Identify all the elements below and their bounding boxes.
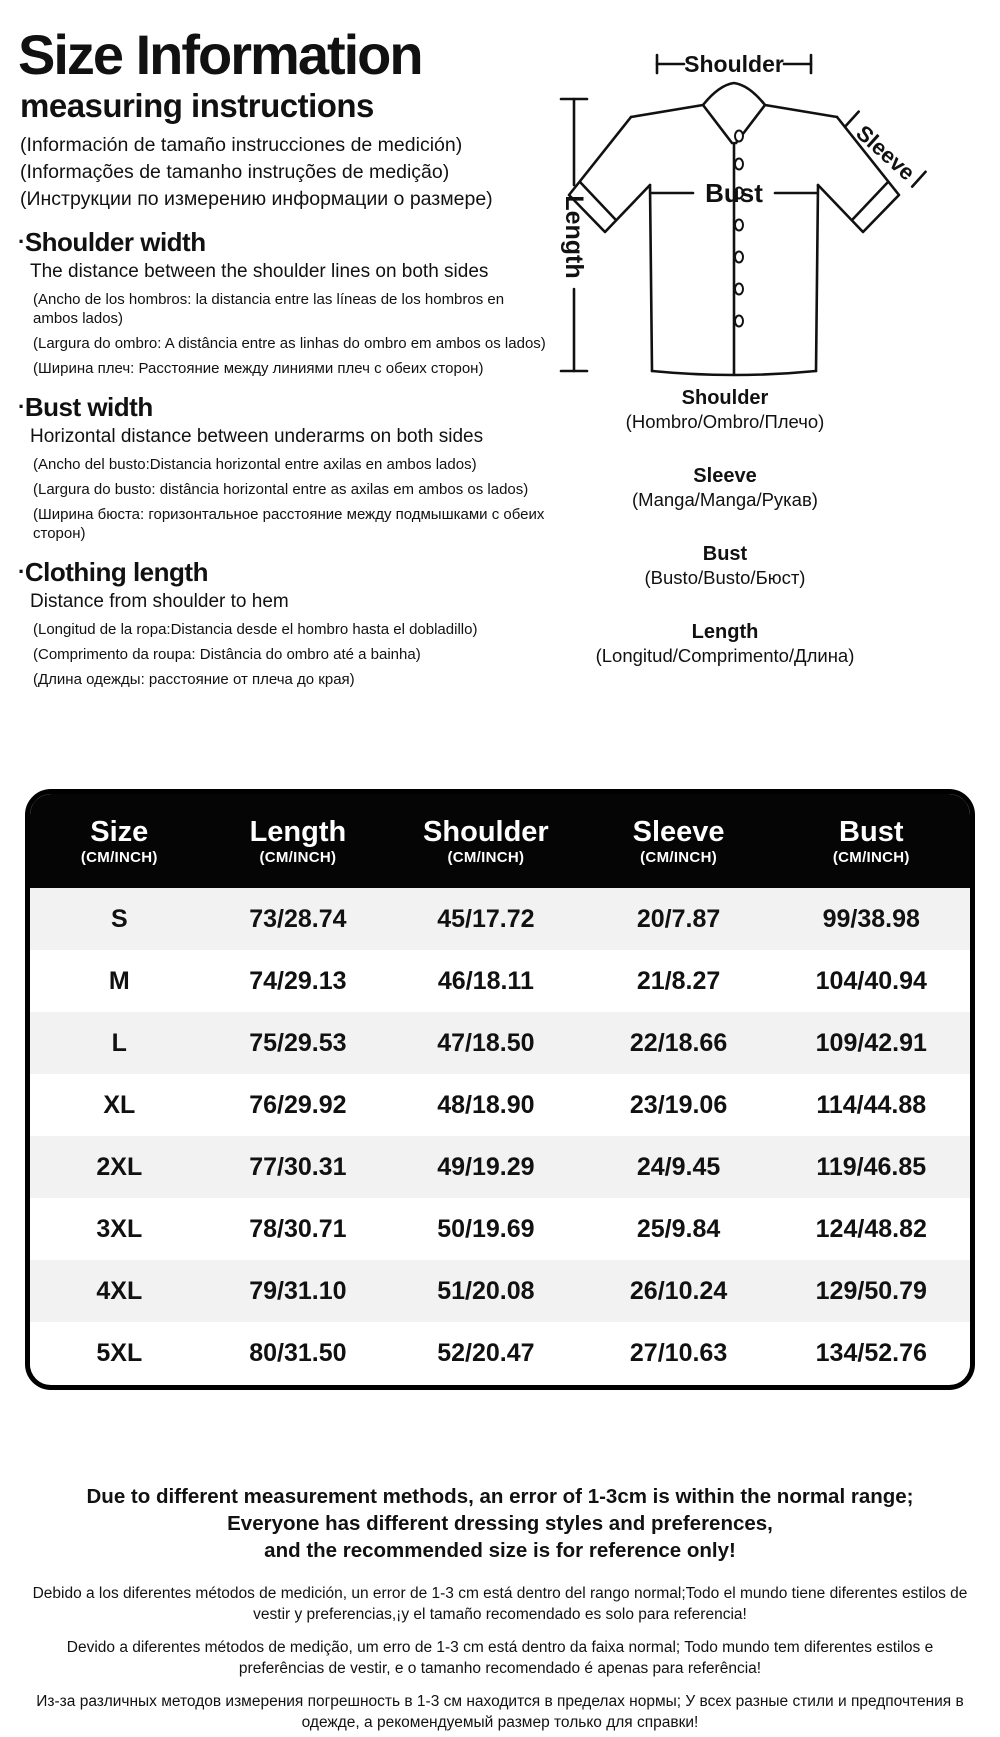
button-icon: [735, 316, 743, 327]
table-row: [30, 1136, 970, 1198]
cell-length: 79/31.10: [249, 1276, 347, 1305]
bullet-icon: ·: [18, 559, 25, 585]
cell-shoulder: 45/17.72: [437, 904, 535, 933]
cell-length: 75/29.53: [249, 1028, 347, 1057]
cell-length: 74/29.13: [249, 966, 347, 995]
cell-sleeve: 25/9.84: [636, 1214, 721, 1243]
cell-bust: 114/44.88: [816, 1090, 927, 1119]
disclaimer-pt: Devido a diferentes métodos de medição, um erro de 1-3 cm está dentro da faixa normal; Todo mundo tem diferentes estilos e preferências de vestir, e o tamanho recomendado é apenas para referência!: [66, 1639, 934, 1677]
column-header-unit: (CM/INCH): [447, 849, 525, 866]
legend-item-length: [545, 620, 905, 668]
cell-bust: 124/48.82: [815, 1214, 927, 1243]
legend-item-shoulder: [545, 386, 905, 434]
cell-size: XL: [103, 1090, 136, 1119]
column-header-label: Sleeve: [632, 816, 725, 848]
cell-sleeve: 20/7.87: [636, 904, 721, 933]
table-row: [30, 1260, 970, 1322]
button-icon: [735, 284, 743, 295]
section-heading-text: Bust width: [24, 392, 153, 423]
button-icon: [735, 220, 743, 231]
column-header-label: Size: [90, 816, 149, 848]
cell-size: 2XL: [96, 1152, 143, 1181]
section-translation-ru: (Ширина плеч: Расстояние между линиями плеч с обеих сторон): [33, 360, 484, 378]
table-row: [30, 1012, 970, 1074]
cell-shoulder: 51/20.08: [437, 1276, 535, 1305]
button-icon: [735, 131, 743, 142]
legend-translation: (Longitud/Comprimento/Длина): [595, 645, 855, 666]
subtitle-translation-pt: (Informações de tamanho instruções de medição): [20, 161, 450, 184]
subtitle-translation-es: (Información de tamaño instrucciones de medición): [20, 134, 463, 157]
cell-shoulder: 48/18.90: [437, 1090, 535, 1119]
legend-item-bust: [545, 542, 905, 590]
cell-shoulder: 46/18.11: [437, 966, 534, 995]
cell-bust: 109/42.91: [815, 1028, 927, 1057]
button-icon: [735, 252, 743, 263]
right-shoulder-seam: [765, 105, 837, 117]
shirt-measurement-diagram: [553, 33, 1000, 389]
cell-sleeve: 22/18.66: [629, 1028, 728, 1057]
cell-sleeve: 23/19.06: [629, 1090, 728, 1119]
disclaimer-en-line2: Everyone has different dressing styles and preferences,: [227, 1512, 773, 1535]
section-description: Distance from shoulder to hem: [30, 591, 289, 613]
table-row: [30, 1198, 970, 1260]
cell-bust: 104/40.94: [815, 966, 927, 995]
section-shoulder-width: [18, 227, 550, 378]
cell-size: M: [108, 966, 130, 995]
legend-item-sleeve: [545, 464, 905, 512]
cell-shoulder: 52/20.47: [437, 1338, 535, 1367]
section-translation-ru: (Длина одежды: расстояние от плеча до края): [33, 671, 355, 689]
page-subtitle: measuring instructions: [20, 87, 374, 125]
diagram-sleeve-label: Sleeve: [851, 120, 920, 186]
cell-bust: 99/38.98: [822, 904, 920, 933]
collar-left-flap: [703, 105, 732, 143]
sleeve-bracket-right-tick: [912, 172, 925, 187]
section-translation-pt: (Largura do ombro: A distância entre as linhas do ombro em ambos os lados): [33, 335, 546, 353]
section-translation-pt: (Largura do busto: distância horizontal entre as axilas em ambos os lados): [33, 481, 529, 499]
size-table-header-row: [30, 794, 970, 888]
column-header-bust: [773, 816, 970, 866]
section-description: The distance between the shoulder lines on both sides: [30, 261, 489, 283]
cell-sleeve: 24/9.45: [636, 1152, 721, 1181]
column-header-sleeve: [585, 816, 773, 866]
legend-translation: (Manga/Manga/Рукав): [632, 489, 818, 510]
cell-shoulder: 49/19.29: [437, 1152, 535, 1181]
bullet-icon: ·: [18, 229, 25, 255]
disclaimer-en-line1: Due to different measurement methods, an error of 1-3cm is within the normal range;: [86, 1485, 914, 1508]
cell-size: L: [111, 1028, 127, 1057]
subtitle-translation-ru: (Инструкции по измерению информации о размере): [20, 188, 493, 211]
body-right-side: [816, 185, 818, 371]
section-heading-text: Clothing length: [24, 557, 208, 588]
cell-size: 3XL: [96, 1214, 143, 1243]
column-header-length: [209, 816, 388, 866]
disclaimer-es: Debido a los diferentes métodos de medición, un error de 1-3 cm está dentro del rango normal;Todo el mundo tiene diferentes estilos de vestir y preferencias,¡y el tamaño recomendado es solo para referencia!: [32, 1585, 968, 1623]
column-header-label: Bust: [839, 816, 904, 848]
left-shoulder-seam: [631, 105, 703, 117]
column-header-label: Length: [249, 816, 347, 848]
table-row: [30, 1322, 970, 1384]
measurement-legend: [545, 386, 905, 698]
cell-length: 78/30.71: [249, 1214, 347, 1243]
shirt-diagram-icon: [553, 33, 1000, 389]
cell-length: 80/31.50: [249, 1338, 347, 1367]
sleeve-bracket-left-tick: [845, 112, 858, 127]
disclaimer-en-line3: and the recommended size is for reference only!: [264, 1539, 736, 1562]
diagram-length-label: Length: [560, 195, 588, 279]
column-header-unit: (CM/INCH): [259, 849, 337, 866]
cell-bust: 119/46.85: [816, 1152, 927, 1181]
body-left-side: [650, 185, 652, 371]
section-translation-ru: (Ширина бюста: горизонтальное расстояние между подмышками с обеих сторон): [33, 506, 545, 543]
cell-sleeve: 26/10.24: [629, 1276, 728, 1305]
section-heading: [18, 557, 550, 587]
cell-sleeve: 27/10.63: [629, 1338, 728, 1367]
table-row: [30, 950, 970, 1012]
column-header-label: Shoulder: [423, 816, 549, 848]
table-row: [30, 1074, 970, 1136]
section-heading: [18, 227, 550, 257]
section-heading: [18, 392, 550, 422]
legend-translation: (Busto/Busto/Бюст): [644, 567, 806, 588]
bullet-icon: ·: [18, 394, 25, 420]
section-translation-es: (Ancho del busto:Distancia horizontal entre axilas en ambos lados): [33, 456, 477, 474]
cell-length: 73/28.74: [249, 904, 347, 933]
size-chart-table: [25, 789, 975, 1390]
column-header-size: [30, 816, 209, 866]
cell-length: 77/30.31: [249, 1152, 347, 1181]
cell-length: 76/29.92: [249, 1090, 347, 1119]
cell-size: S: [110, 904, 128, 933]
section-translation-es: (Ancho de los hombros: la distancia entre las líneas de los hombros en ambos lados): [33, 291, 505, 328]
cell-bust: 129/50.79: [815, 1276, 927, 1305]
instructions-column: [18, 23, 550, 695]
cell-sleeve: 21/8.27: [636, 966, 721, 995]
cell-bust: 134/52.76: [815, 1338, 927, 1367]
section-translation-pt: (Comprimento da roupa: Distância do ombro até a bainha): [33, 646, 421, 664]
section-translation-es: (Longitud de la ropa:Distancia desde el hombro hasta el dobladillo): [33, 621, 478, 639]
table-row: [30, 888, 970, 950]
page-title: Size Information: [18, 23, 422, 86]
size-table-body: [30, 888, 970, 1384]
legend-term: Sleeve: [693, 465, 757, 487]
column-header-unit: (CM/INCH): [640, 849, 717, 866]
button-column: [735, 131, 743, 327]
section-heading-text: Shoulder width: [24, 227, 206, 258]
section-description: Horizontal distance between underarms on both sides: [30, 426, 484, 448]
legend-term: Bust: [702, 543, 748, 565]
section-bust-width: [18, 392, 550, 543]
column-header-unit: (CM/INCH): [80, 849, 158, 866]
legend-term: Shoulder: [681, 387, 769, 409]
cell-shoulder: 50/19.69: [437, 1214, 535, 1243]
legend-translation: (Hombro/Ombro/Плечо): [625, 411, 825, 432]
collar-top: [703, 83, 765, 105]
diagram-shoulder-label: Shoulder: [684, 51, 784, 77]
section-clothing-length: [18, 557, 550, 689]
column-header-shoulder: [387, 816, 584, 866]
cell-size: 4XL: [96, 1276, 143, 1305]
cell-shoulder: 47/18.50: [437, 1028, 535, 1057]
button-icon: [735, 159, 743, 170]
disclaimer-ru: Из-за различных методов измерения погрешность в 1-3 см находится в пределах нормы; У всех разные стили и предпочтения в одежде, а рекомендуемый размер только для справки!: [36, 1693, 964, 1731]
legend-term: Length: [691, 621, 759, 643]
cell-size: 5XL: [96, 1338, 143, 1367]
disclaimer-footer: [30, 1483, 970, 1733]
diagram-bust-label: Bust: [705, 178, 763, 208]
column-header-unit: (CM/INCH): [832, 849, 910, 866]
